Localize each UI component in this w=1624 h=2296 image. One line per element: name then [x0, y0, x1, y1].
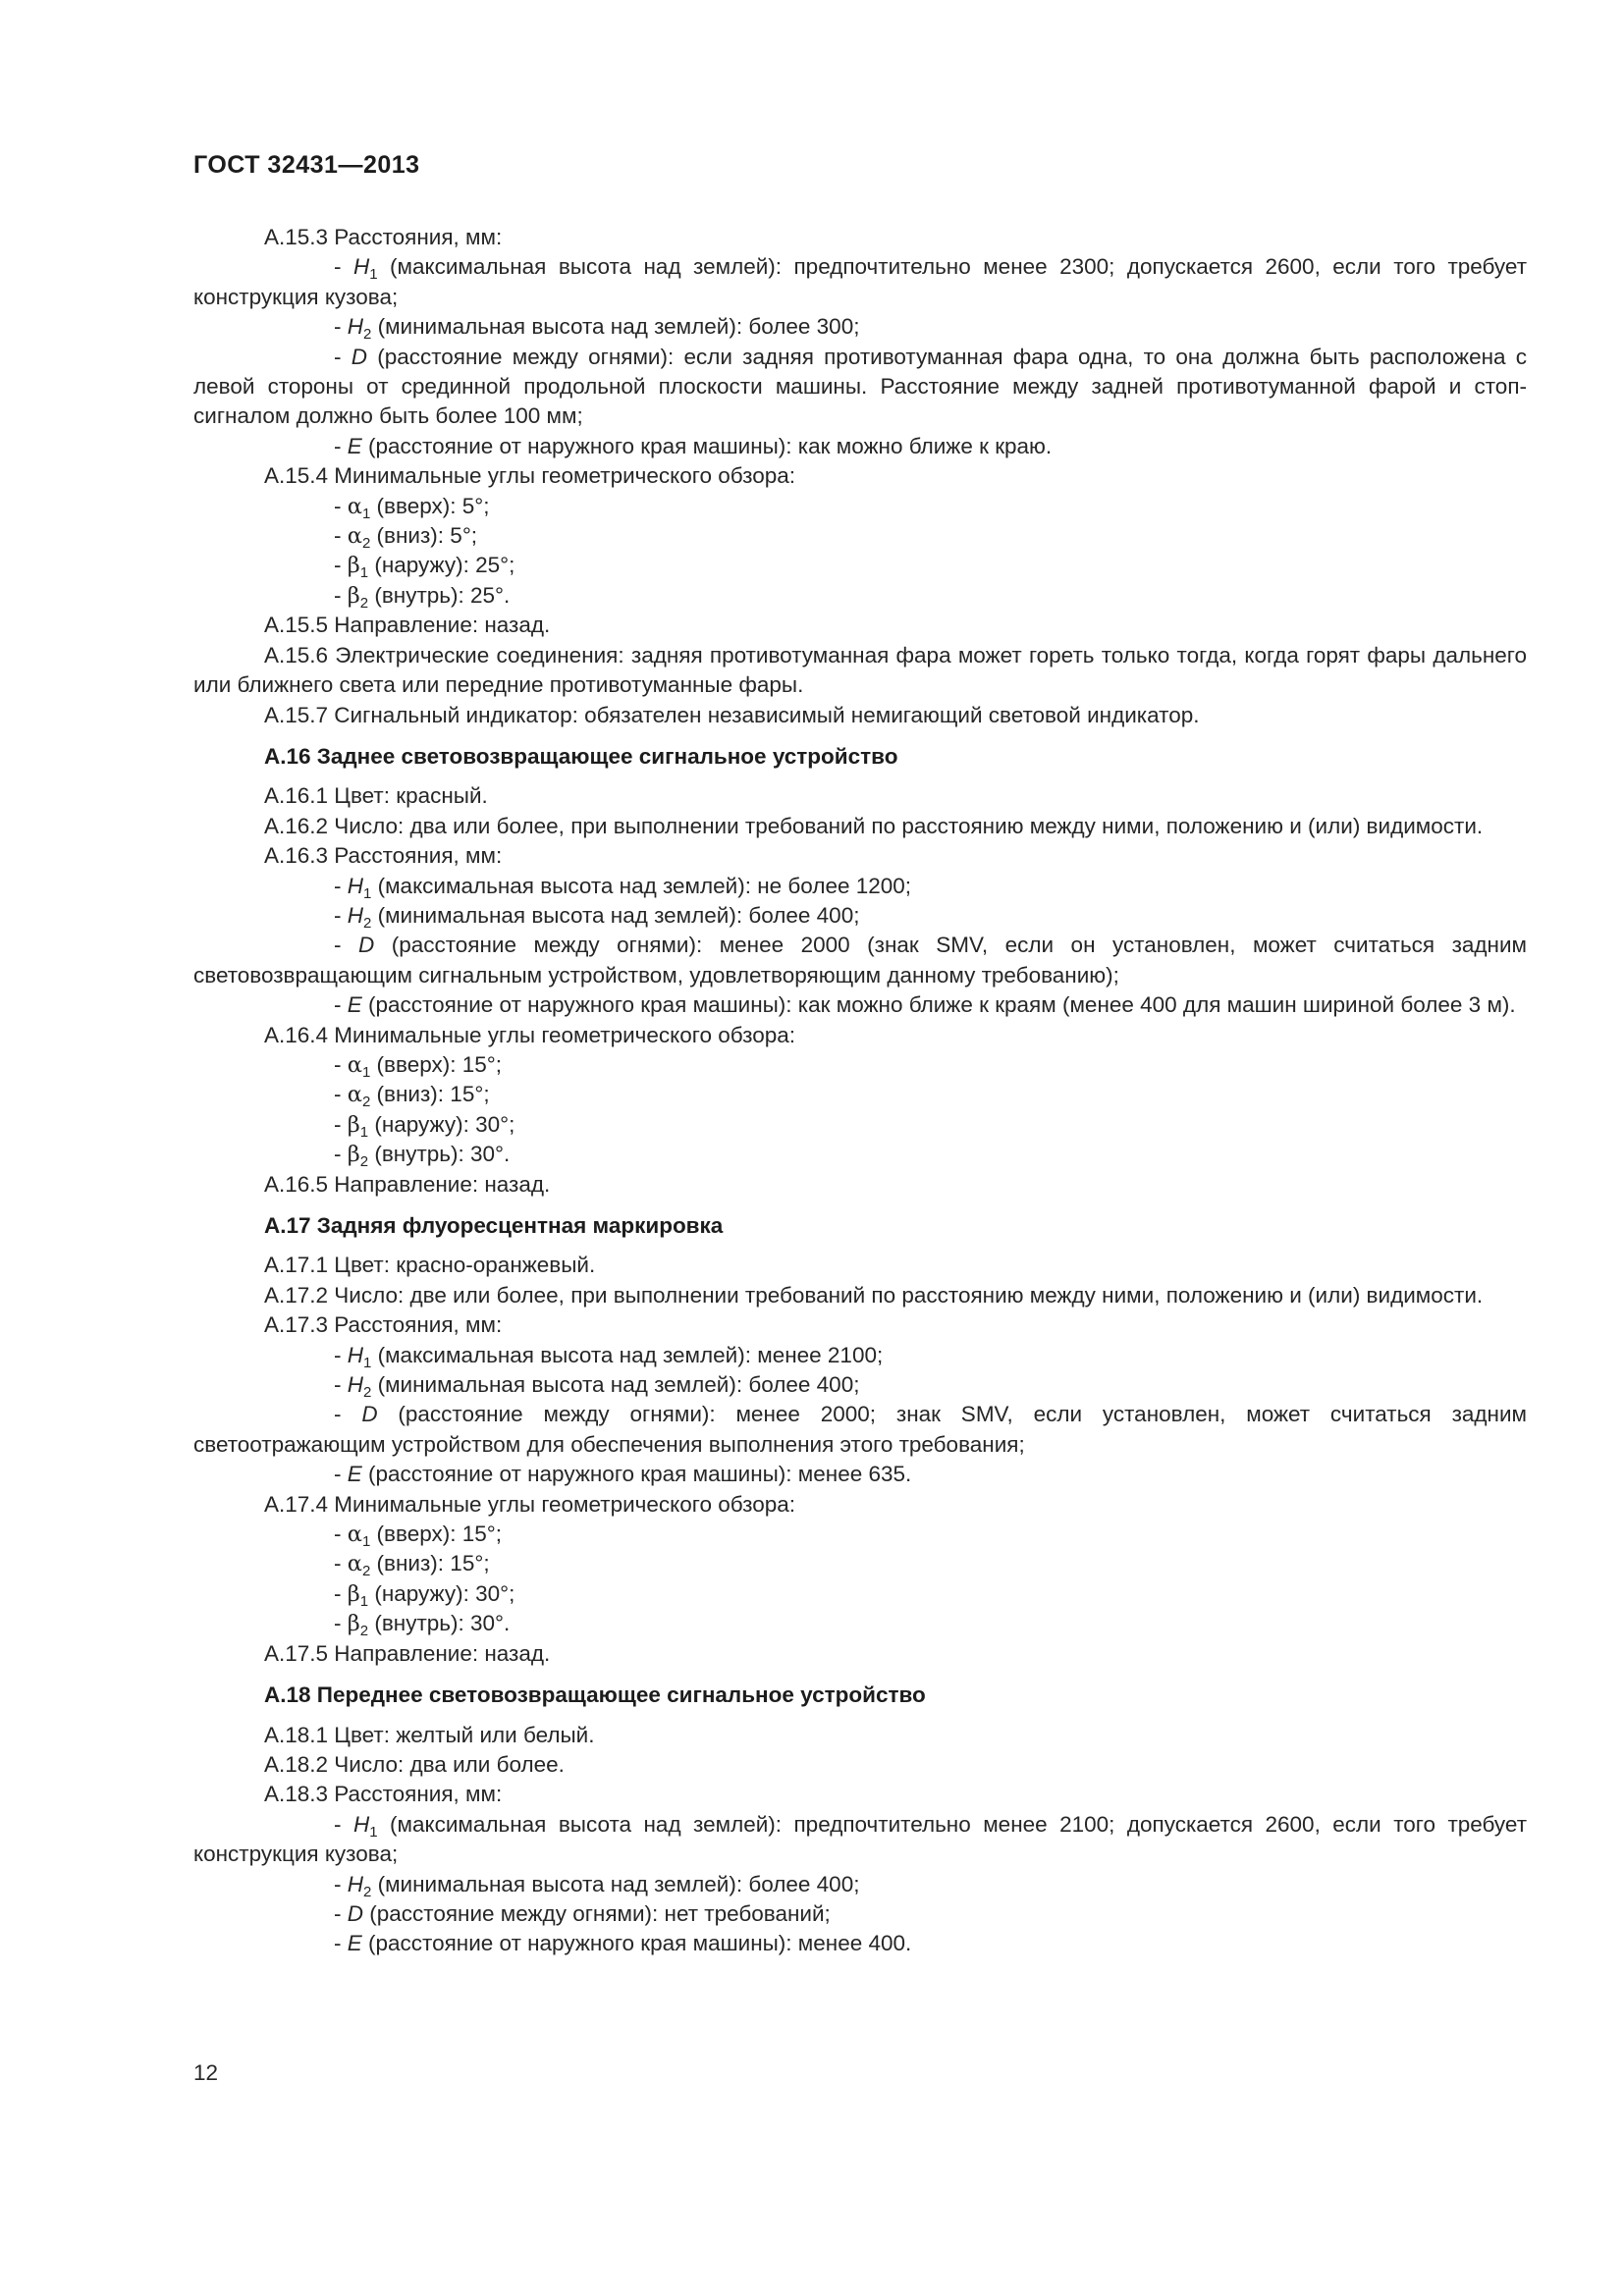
clause-a15-5: А.15.5 Направление: назад.	[264, 613, 551, 638]
clause-a17-5: А.17.5 Направление: назад.	[264, 1640, 551, 1666]
clause-a18-3: А.18.3 Расстояния, мм:	[264, 1782, 503, 1807]
list-item-d: - D (расстояние между огнями): менее 2000 (знак SMV, если он установлен, может считаться задним световозвращающим сигнальным устройством, удовлетворяющим данному требованию);	[193, 933, 1528, 988]
list-item-e: - E (расстояние от наружного края машины): как можно ближе к краю.	[334, 433, 1053, 458]
section-heading-a16: А.16 Заднее световозвращающее сигнальное устройство	[264, 743, 898, 769]
list-item-alpha2: - $\alpha_2$ (вниз): 15°;	[334, 1082, 490, 1111]
list-item-e: - E (расстояние от наружного края машины): менее 400.	[334, 1931, 912, 1956]
list-item-beta1: - $\beta_1$ (наружу): 30°;	[334, 1580, 515, 1610]
list-item-e: - E (расстояние от наружного края машины): как можно ближе к краям (менее 400 для машин шириной более 3 м).	[334, 992, 1516, 1018]
section-heading-a18: А.18 Переднее световозвращающее сигнальное устройство	[264, 1682, 926, 1708]
list-item-h1: - $H_1$ (максимальная высота над землей): предпочтительно менее 2300; допускается 2600, если того требует конструкция кузова;	[193, 254, 1527, 309]
list-item-h2: - $H_2$ (минимальная высота над землей): более 400;	[334, 1871, 860, 1900]
list-item-alpha1: - $\alpha_1$ (вверх): 5°;	[334, 493, 490, 522]
list-item-alpha2: - $\alpha_2$ (вниз): 5°;	[334, 523, 478, 553]
document-code-header: ГОСТ 32431—2013	[193, 151, 420, 179]
list-item-d: - D (расстояние между огнями): нет требований;	[334, 1900, 831, 1926]
clause-a16-3: А.16.3 Расстояния, мм:	[264, 843, 503, 869]
clause-a15-7: А.15.7 Сигнальный индикатор: обязателен независимый немигающий световой индикатор.	[264, 702, 1200, 727]
list-item-h1: - $H_1$ (максимальная высота над землей): предпочтительно менее 2100; допускается 2600, если того требует конструкция кузова;	[193, 1811, 1527, 1867]
section-heading-a17: А.17 Задняя флуоресцентная маркировка	[264, 1213, 724, 1238]
list-item-beta2: - $\beta_2$ (внутрь): 30°.	[334, 1611, 511, 1640]
list-item-d: - D (расстояние между огнями): менее 2000; знак SMV, если установлен, может считаться задним светоотражающим устройством для обеспечения выполнения этого требования;	[193, 1402, 1527, 1457]
clause-a16-4: А.16.4 Минимальные углы геометрического обзора:	[264, 1022, 796, 1047]
clause-a15-4: А.15.4 Минимальные углы геометрического обзора:	[264, 463, 796, 489]
list-item-beta2: - $\beta_2$ (внутрь): 25°.	[334, 582, 511, 612]
list-item-beta1: - $\beta_1$ (наружу): 30°;	[334, 1111, 515, 1141]
clause-a17-4: А.17.4 Минимальные углы геометрического обзора:	[264, 1491, 796, 1517]
list-item-h1: - $H_1$ (максимальная высота над землей): менее 2100;	[334, 1342, 884, 1371]
list-item-h2: - $H_2$ (минимальная высота над землей): более 400;	[334, 902, 860, 932]
clause-a17-1: А.17.1 Цвет: красно-оранжевый.	[264, 1253, 596, 1278]
list-item-h2: - $H_2$ (минимальная высота над землей): более 300;	[334, 314, 860, 344]
clause-a18-2: А.18.2 Число: два или более.	[264, 1751, 565, 1777]
list-item-alpha1: - $\alpha_1$ (вверх): 15°;	[334, 1522, 502, 1551]
page-number: 12	[193, 2060, 219, 2085]
list-item-alpha1: - $\alpha_1$ (вверх): 15°;	[334, 1051, 502, 1081]
clause-a16-2: А.16.2 Число: два или более, при выполнении требований по расстоянию между ними, положению и (или) видимости.	[264, 813, 1484, 838]
clause-a15-3: А.15.3 Расстояния, мм:	[264, 225, 503, 249]
list-item-d: - D (расстояние между огнями): если задняя противотуманная фара одна, то она должна быть расположена с левой стороны от срединной продольной плоскости машины. Расстояние между задней противотуманной фарой и стоп-сигналом должно быть более 100 мм;	[193, 344, 1528, 429]
list-item-h2: - $H_2$ (минимальная высота над землей): более 400;	[334, 1372, 860, 1402]
clause-a16-1: А.16.1 Цвет: красный.	[264, 783, 488, 809]
list-item-beta1: - $\beta_1$ (наружу): 25°;	[334, 553, 515, 582]
clause-a18-1: А.18.1 Цвет: желтый или белый.	[264, 1722, 595, 1747]
list-item-e: - E (расстояние от наружного края машины): менее 635.	[334, 1462, 912, 1487]
clause-a16-5: А.16.5 Направление: назад.	[264, 1171, 551, 1197]
clause-a17-3: А.17.3 Расстояния, мм:	[264, 1312, 503, 1338]
clause-a15-6: А.15.6 Электрические соединения: задняя противотуманная фара может гореть только тогда, когда горят фары дальнего или ближнего света или передние противотуманные фары.	[193, 642, 1527, 698]
list-item-beta2: - $\beta_2$ (внутрь): 30°.	[334, 1142, 511, 1171]
document-body	[193, 223, 1527, 1959]
list-item-alpha2: - $\alpha_2$ (вниз): 15°;	[334, 1551, 490, 1580]
clause-a17-2: А.17.2 Число: две или более, при выполнении требований по расстоянию между ними, положению и (или) видимости.	[264, 1282, 1484, 1308]
list-item-h1: - $H_1$ (максимальная высота над землей): не более 1200;	[334, 873, 912, 902]
